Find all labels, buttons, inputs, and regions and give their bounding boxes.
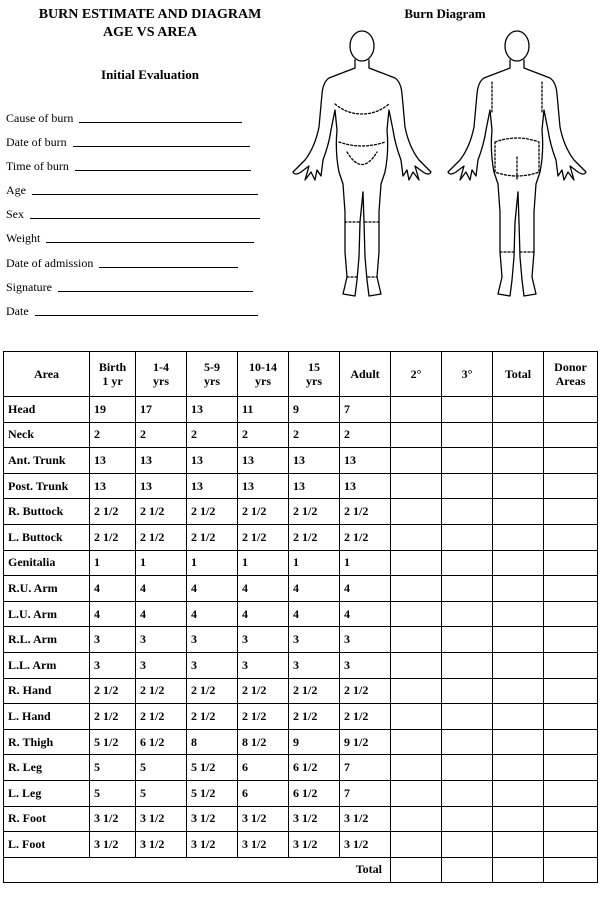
form-title-line-1: BURN ESTIMATE AND DIAGRAM — [38, 7, 262, 22]
column-header-line1: 3° — [461, 367, 473, 381]
field-label: Cause of burn — [6, 111, 74, 125]
percent-cell: 3 — [340, 627, 391, 653]
column-header-line2: yrs — [255, 374, 271, 388]
total-row — [4, 857, 598, 883]
field-cause-of-burn — [6, 108, 242, 126]
column-header-line1: Donor — [554, 360, 587, 374]
percent-cell: 6 1/2 — [136, 729, 187, 755]
entry-cell[interactable] — [544, 576, 598, 602]
field-entry-line[interactable] — [79, 122, 242, 123]
percent-cell: 2 1/2 — [187, 678, 238, 704]
percent-cell: 3 — [340, 652, 391, 678]
entry-cell[interactable] — [442, 499, 493, 525]
field-entry-line[interactable] — [73, 146, 250, 147]
column-header-line1: 5-9 — [204, 360, 220, 374]
entry-cell[interactable] — [544, 601, 598, 627]
entry-cell[interactable] — [493, 499, 544, 525]
field-entry-line[interactable] — [75, 170, 251, 171]
percent-cell: 4 — [187, 576, 238, 602]
entry-cell[interactable] — [442, 755, 493, 781]
percent-cell: 3 1/2 — [340, 806, 391, 832]
field-date-of-burn — [6, 132, 250, 150]
total-entry-cell[interactable] — [493, 857, 544, 883]
percent-cell: 8 1/2 — [238, 729, 289, 755]
percent-cell: 9 1/2 — [340, 729, 391, 755]
column-header-line2: yrs — [204, 374, 220, 388]
percent-cell: 6 — [238, 780, 289, 806]
entry-cell[interactable] — [544, 499, 598, 525]
percent-cell: 3 — [187, 627, 238, 653]
percent-cell: 3 1/2 — [187, 806, 238, 832]
entry-cell[interactable] — [493, 550, 544, 576]
percent-cell: 7 — [340, 780, 391, 806]
entry-cell[interactable] — [544, 806, 598, 832]
percent-cell: 3 — [90, 652, 136, 678]
column-header-line1: Area — [33, 367, 60, 381]
area-cell: L. Buttock — [4, 524, 90, 550]
entry-cell[interactable] — [442, 422, 493, 448]
percent-cell: 3 1/2 — [238, 832, 289, 858]
percent-cell: 19 — [90, 397, 136, 423]
entry-cell[interactable] — [391, 499, 442, 525]
percent-cell: 13 — [238, 473, 289, 499]
column-header — [187, 352, 238, 397]
percent-cell: 2 — [289, 422, 340, 448]
column-header — [90, 352, 136, 397]
table-row — [4, 499, 598, 525]
total-entry-cell[interactable] — [442, 857, 493, 883]
percent-cell: 3 — [238, 652, 289, 678]
field-entry-line[interactable] — [35, 315, 258, 316]
field-time-of-burn — [6, 156, 251, 174]
entry-cell[interactable] — [442, 652, 493, 678]
total-label: Total — [4, 857, 391, 883]
entry-cell[interactable] — [493, 729, 544, 755]
entry-cell[interactable] — [493, 397, 544, 423]
percent-cell: 9 — [289, 397, 340, 423]
entry-cell[interactable] — [544, 780, 598, 806]
percent-cell: 4 — [340, 576, 391, 602]
column-header-line1: 2° — [410, 367, 422, 381]
percent-cell: 4 — [238, 576, 289, 602]
area-cell: L.U. Arm — [4, 601, 90, 627]
percent-cell: 3 — [187, 652, 238, 678]
column-header — [289, 352, 340, 397]
field-weight — [6, 228, 254, 246]
percent-cell: 2 1/2 — [289, 499, 340, 525]
percent-cell: 3 1/2 — [238, 806, 289, 832]
area-cell: Neck — [4, 422, 90, 448]
percent-cell: 2 1/2 — [136, 524, 187, 550]
percent-cell: 4 — [136, 601, 187, 627]
entry-cell[interactable] — [544, 678, 598, 704]
percent-cell: 4 — [238, 601, 289, 627]
entry-cell[interactable] — [493, 524, 544, 550]
field-signature — [6, 277, 253, 295]
table-row — [4, 448, 598, 474]
column-header — [4, 352, 90, 397]
column-header-line1: Adult — [350, 367, 380, 381]
area-cell: L. Leg — [4, 780, 90, 806]
column-header-line1: 15 — [308, 360, 320, 374]
field-entry-line[interactable] — [46, 242, 254, 243]
entry-cell[interactable] — [493, 652, 544, 678]
entry-cell[interactable] — [544, 397, 598, 423]
total-entry-cell[interactable] — [391, 857, 442, 883]
field-entry-line[interactable] — [30, 218, 260, 219]
percent-cell: 2 — [90, 422, 136, 448]
percent-cell: 3 — [90, 627, 136, 653]
percent-cell: 6 1/2 — [289, 780, 340, 806]
percent-cell: 2 1/2 — [187, 499, 238, 525]
column-header — [238, 352, 289, 397]
entry-cell[interactable] — [391, 652, 442, 678]
field-date — [6, 301, 258, 319]
percent-cell: 1 — [340, 550, 391, 576]
percent-cell: 2 1/2 — [187, 524, 238, 550]
field-entry-line[interactable] — [58, 291, 253, 292]
percent-cell: 5 — [136, 780, 187, 806]
entry-cell[interactable] — [442, 448, 493, 474]
percent-cell: 5 — [136, 755, 187, 781]
entry-cell[interactable] — [391, 755, 442, 781]
entry-cell[interactable] — [544, 524, 598, 550]
percent-cell: 4 — [136, 576, 187, 602]
entry-cell[interactable] — [391, 550, 442, 576]
percent-cell: 2 1/2 — [238, 678, 289, 704]
entry-cell[interactable] — [391, 576, 442, 602]
entry-cell[interactable] — [493, 576, 544, 602]
entry-cell[interactable] — [391, 601, 442, 627]
entry-cell[interactable] — [544, 755, 598, 781]
table-row — [4, 652, 598, 678]
percent-cell: 1 — [238, 550, 289, 576]
entry-cell[interactable] — [391, 473, 442, 499]
percent-cell: 2 1/2 — [340, 704, 391, 730]
percent-cell: 3 1/2 — [136, 832, 187, 858]
percent-cell: 13 — [289, 473, 340, 499]
column-header — [544, 352, 598, 397]
percent-cell: 13 — [238, 448, 289, 474]
area-cell: R.L. Arm — [4, 627, 90, 653]
entry-cell[interactable] — [493, 448, 544, 474]
percent-cell: 2 1/2 — [90, 499, 136, 525]
percent-cell: 17 — [136, 397, 187, 423]
percent-cell: 2 — [187, 422, 238, 448]
percent-cell: 3 1/2 — [136, 806, 187, 832]
percent-cell: 3 1/2 — [289, 832, 340, 858]
area-cell: R. Buttock — [4, 499, 90, 525]
entry-cell[interactable] — [493, 780, 544, 806]
percent-cell: 11 — [238, 397, 289, 423]
entry-cell[interactable] — [493, 473, 544, 499]
column-header-line2: 1 yr — [102, 374, 123, 388]
percent-cell: 5 1/2 — [90, 729, 136, 755]
entry-cell[interactable] — [544, 729, 598, 755]
percent-cell: 4 — [340, 601, 391, 627]
percent-cell: 13 — [187, 448, 238, 474]
percent-cell: 2 1/2 — [136, 678, 187, 704]
entry-cell[interactable] — [391, 806, 442, 832]
percent-cell: 1 — [187, 550, 238, 576]
table-row — [4, 397, 598, 423]
percent-cell: 3 1/2 — [90, 806, 136, 832]
percent-cell: 1 — [289, 550, 340, 576]
percent-cell: 2 1/2 — [136, 499, 187, 525]
entry-cell[interactable] — [442, 729, 493, 755]
percent-cell: 1 — [90, 550, 136, 576]
table-row — [4, 729, 598, 755]
percent-cell: 3 — [289, 652, 340, 678]
percent-cell: 2 1/2 — [289, 678, 340, 704]
percent-cell: 5 — [90, 755, 136, 781]
percent-cell: 3 1/2 — [90, 832, 136, 858]
back-body-figure — [448, 31, 586, 296]
field-label: Date — [6, 304, 29, 318]
entry-cell[interactable] — [544, 652, 598, 678]
column-header-line1: 1-4 — [153, 360, 169, 374]
table-row — [4, 678, 598, 704]
percent-cell: 2 1/2 — [238, 704, 289, 730]
percent-cell: 5 1/2 — [187, 780, 238, 806]
area-cell: R. Thigh — [4, 729, 90, 755]
table-row — [4, 704, 598, 730]
entry-cell[interactable] — [442, 550, 493, 576]
percent-cell: 2 1/2 — [238, 499, 289, 525]
percent-cell: 1 — [136, 550, 187, 576]
percent-cell: 3 — [136, 652, 187, 678]
field-label: Date of burn — [6, 135, 67, 149]
percent-cell: 13 — [136, 448, 187, 474]
entry-cell[interactable] — [544, 422, 598, 448]
entry-cell[interactable] — [442, 397, 493, 423]
area-cell: L. Foot — [4, 832, 90, 858]
field-age — [6, 180, 258, 198]
area-cell: R. Hand — [4, 678, 90, 704]
column-header-line1: 10-14 — [249, 360, 277, 374]
entry-cell[interactable] — [442, 524, 493, 550]
area-cell: R.U. Arm — [4, 576, 90, 602]
percent-cell: 3 1/2 — [187, 832, 238, 858]
field-label: Weight — [6, 231, 41, 245]
percent-cell: 2 — [340, 422, 391, 448]
column-header-line2: yrs — [153, 374, 169, 388]
entry-cell[interactable] — [442, 678, 493, 704]
entry-cell[interactable] — [493, 627, 544, 653]
percent-cell: 13 — [136, 473, 187, 499]
column-header — [136, 352, 187, 397]
percent-cell: 13 — [289, 448, 340, 474]
field-label: Signature — [6, 280, 52, 294]
entry-cell[interactable] — [442, 780, 493, 806]
entry-cell[interactable] — [493, 422, 544, 448]
area-cell: Post. Trunk — [4, 473, 90, 499]
percent-cell: 7 — [340, 755, 391, 781]
table-row — [4, 524, 598, 550]
entry-cell[interactable] — [391, 397, 442, 423]
field-label: Sex — [6, 207, 24, 221]
table-row — [4, 806, 598, 832]
table-row — [4, 627, 598, 653]
percent-cell: 2 1/2 — [90, 704, 136, 730]
column-header-line2: Areas — [555, 374, 586, 388]
entry-cell[interactable] — [493, 832, 544, 858]
area-cell: Ant. Trunk — [4, 448, 90, 474]
percent-cell: 5 — [90, 780, 136, 806]
body-outline-diagram — [285, 22, 595, 307]
percent-cell: 3 1/2 — [289, 806, 340, 832]
percent-cell: 13 — [340, 448, 391, 474]
table-row — [4, 576, 598, 602]
entry-cell[interactable] — [391, 678, 442, 704]
percent-cell: 4 — [187, 601, 238, 627]
entry-cell[interactable] — [544, 627, 598, 653]
entry-cell[interactable] — [442, 473, 493, 499]
table-row — [4, 422, 598, 448]
percent-cell: 2 1/2 — [289, 524, 340, 550]
percent-cell: 2 1/2 — [90, 524, 136, 550]
entry-cell[interactable] — [493, 704, 544, 730]
burn-estimate-table — [3, 351, 598, 883]
percent-cell: 6 — [238, 755, 289, 781]
area-cell: Genitalia — [4, 550, 90, 576]
percent-cell: 2 — [136, 422, 187, 448]
column-header-line1: Birth — [98, 360, 127, 374]
entry-cell[interactable] — [391, 832, 442, 858]
percent-cell: 2 1/2 — [90, 678, 136, 704]
table-row — [4, 473, 598, 499]
percent-cell: 4 — [289, 576, 340, 602]
area-cell: Head — [4, 397, 90, 423]
initial-evaluation-heading: Initial Evaluation — [101, 67, 199, 82]
table-row — [4, 755, 598, 781]
field-date-of-admission — [6, 253, 238, 271]
entry-cell[interactable] — [391, 524, 442, 550]
percent-cell: 3 1/2 — [340, 832, 391, 858]
percent-cell: 13 — [340, 473, 391, 499]
table-row — [4, 780, 598, 806]
entry-cell[interactable] — [391, 729, 442, 755]
entry-cell[interactable] — [544, 832, 598, 858]
area-cell: L. Hand — [4, 704, 90, 730]
form-title-line-2: AGE VS AREA — [103, 25, 197, 40]
area-cell: L.L. Arm — [4, 652, 90, 678]
column-header — [493, 352, 544, 397]
entry-cell[interactable] — [544, 704, 598, 730]
table-row — [4, 550, 598, 576]
column-header-line2: yrs — [306, 374, 322, 388]
percent-cell: 2 — [238, 422, 289, 448]
percent-cell: 3 — [289, 627, 340, 653]
entry-cell[interactable] — [442, 806, 493, 832]
percent-cell: 13 — [90, 473, 136, 499]
table-row — [4, 832, 598, 858]
entry-cell[interactable] — [442, 627, 493, 653]
percent-cell: 2 1/2 — [289, 704, 340, 730]
entry-cell[interactable] — [493, 806, 544, 832]
field-sex — [6, 204, 260, 222]
area-cell: R. Leg — [4, 755, 90, 781]
table-row — [4, 601, 598, 627]
column-header — [391, 352, 442, 397]
field-label: Date of admission — [6, 256, 94, 270]
percent-cell: 13 — [90, 448, 136, 474]
burn-diagram-title: Burn Diagram — [404, 6, 486, 21]
entry-cell[interactable] — [391, 627, 442, 653]
area-cell: R. Foot — [4, 806, 90, 832]
entry-cell[interactable] — [391, 704, 442, 730]
percent-cell: 4 — [289, 601, 340, 627]
percent-cell: 8 — [187, 729, 238, 755]
entry-cell[interactable] — [442, 576, 493, 602]
entry-cell[interactable] — [391, 422, 442, 448]
column-header — [442, 352, 493, 397]
percent-cell: 5 1/2 — [187, 755, 238, 781]
percent-cell: 9 — [289, 729, 340, 755]
percent-cell: 13 — [187, 397, 238, 423]
entry-cell[interactable] — [442, 704, 493, 730]
field-entry-line[interactable] — [99, 267, 238, 268]
percent-cell: 2 1/2 — [340, 499, 391, 525]
field-entry-line[interactable] — [32, 194, 258, 195]
percent-cell: 4 — [90, 576, 136, 602]
entry-cell[interactable] — [544, 448, 598, 474]
field-label: Age — [6, 183, 26, 197]
percent-cell: 2 1/2 — [136, 704, 187, 730]
percent-cell: 4 — [90, 601, 136, 627]
table-header-row — [4, 352, 598, 397]
percent-cell: 3 — [238, 627, 289, 653]
column-header — [340, 352, 391, 397]
percent-cell: 2 1/2 — [238, 524, 289, 550]
total-entry-cell[interactable] — [544, 857, 598, 883]
entry-cell[interactable] — [544, 550, 598, 576]
percent-cell: 7 — [340, 397, 391, 423]
entry-cell[interactable] — [442, 832, 493, 858]
entry-cell[interactable] — [493, 601, 544, 627]
entry-cell[interactable] — [391, 780, 442, 806]
entry-cell[interactable] — [544, 473, 598, 499]
percent-cell: 13 — [187, 473, 238, 499]
percent-cell: 6 1/2 — [289, 755, 340, 781]
entry-cell[interactable] — [391, 448, 442, 474]
percent-cell: 2 1/2 — [340, 678, 391, 704]
percent-cell: 3 — [136, 627, 187, 653]
front-body-figure — [293, 31, 431, 296]
entry-cell[interactable] — [442, 601, 493, 627]
entry-cell[interactable] — [493, 678, 544, 704]
field-label: Time of burn — [6, 159, 69, 173]
entry-cell[interactable] — [493, 755, 544, 781]
percent-cell: 2 1/2 — [187, 704, 238, 730]
column-header-line1: Total — [504, 367, 532, 381]
percent-cell: 2 1/2 — [340, 524, 391, 550]
